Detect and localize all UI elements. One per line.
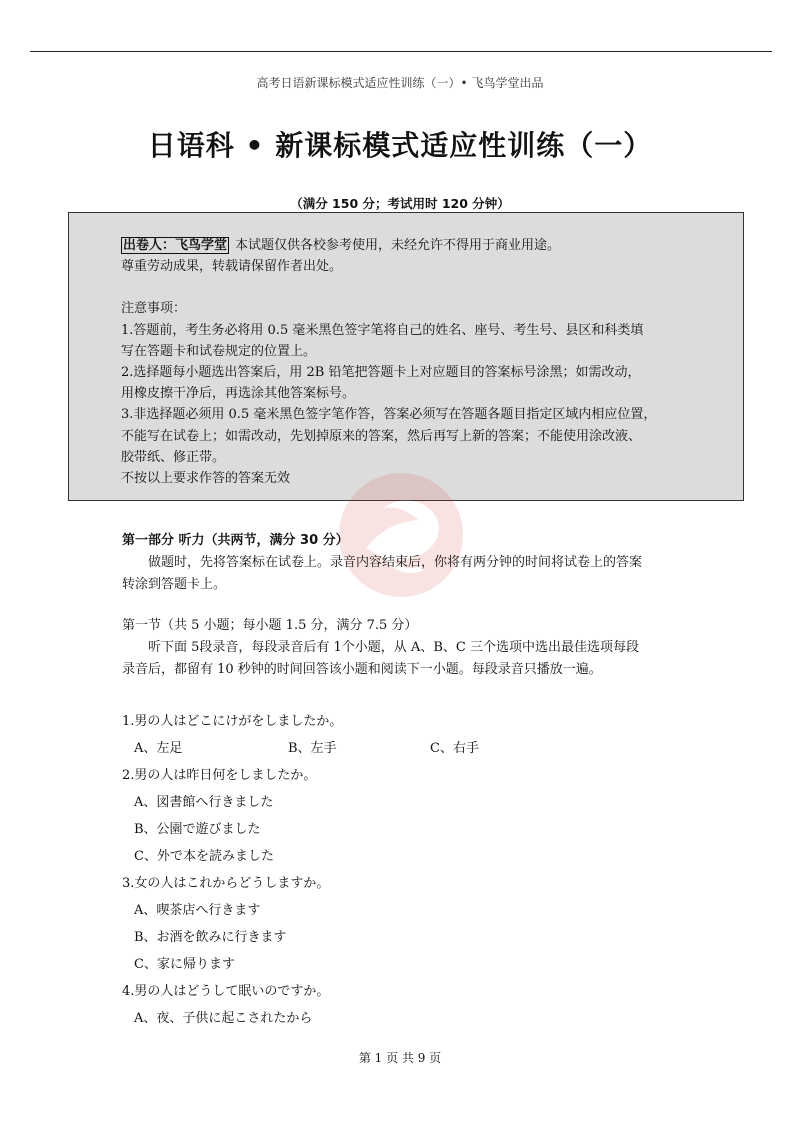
question-option: C、家に帰ります	[134, 957, 235, 972]
notice-line	[121, 235, 691, 256]
part1-heading: 第一部分 听力（共两节，满分 30 分）	[122, 533, 349, 548]
notice-line: 3.非选择题必须用 0.5 毫米黑色签字笔作答，答案必须写在答题各题目指定区域内相应位置，	[121, 407, 657, 423]
exam-score-time: （满分 150 分；考试用时 120 分钟）	[290, 196, 510, 211]
bird-logo-watermark	[336, 470, 466, 600]
question-option: C、右手	[430, 741, 479, 756]
page-title: 日语科 • 新课标模式适应性训练（一）	[147, 129, 653, 162]
section1-instruction: 听下面 5段录音，每段录音后有 1个小题，从 A、B、C 三个选项中选出最佳选项每段	[148, 640, 639, 655]
notice-line: 尊重劳动成果，转载请保留作者出处。	[121, 259, 343, 275]
question-stem: 1.男の人はどこにけがをしましたか。	[122, 714, 343, 729]
notice-line: 2.选择题每小题选出答案后，用 2B 铅笔把答题卡上对应题目的答案标号涂黑；如需改动，	[121, 365, 641, 381]
section1-heading: 第一节（共 5 小题；每小题 1.5 分，满分 7.5 分）	[122, 618, 418, 633]
part1-instruction: 转涂到答题卡上。	[122, 577, 227, 592]
question-option: A、左足	[134, 741, 183, 756]
question-stem: 3.女の人はこれからどうしますか。	[122, 876, 330, 891]
page-footer: 第 1 页 共 9 页	[358, 1051, 442, 1065]
section1-instruction: 录音后，都留有 10 秒钟的时间回答该小题和阅读下一小题。每段录音只播放一遍。	[122, 662, 602, 677]
question-option: A、図書館へ行きました	[134, 795, 274, 810]
header-rule	[30, 51, 772, 52]
question-option: B、お酒を飲みに行きます	[134, 930, 287, 945]
notice-line: 1.答题前，考生务必将用 0.5 毫米黑色签字笔将自己的姓名、座号、考生号、县区和科类填	[121, 322, 644, 338]
notice-box	[68, 212, 744, 501]
question-option: A、喫茶店へ行きます	[134, 903, 261, 918]
question-stem: 4.男の人はどうして眠いのですか。	[122, 984, 330, 999]
notice-heading: 注意事项：	[121, 301, 187, 317]
notice-text: 本试题仅供各校参考使用，未经允许不得用于商业用途。	[235, 238, 561, 253]
notice-line: 不能写在试卷上；如需改动，先划掉原来的答案，然后再写上新的答案；不能使用涂改液、	[121, 428, 642, 444]
question-stem: 2.男の人は昨日何をしましたか。	[122, 768, 317, 783]
notice-line: 胶带纸、修正带。	[121, 449, 226, 465]
notice-line: 用橡皮擦干净后，再选涂其他答案标号。	[121, 386, 356, 402]
notice-line: 写在答题卡和试卷规定的位置上。	[121, 343, 317, 359]
question-option: B、左手	[288, 741, 337, 756]
page-header: 高考日语新课标模式适应性训练（一）• 飞鸟学堂出品	[256, 76, 544, 90]
question-option: C、外で本を読みました	[134, 849, 274, 864]
question-option: B、公園で遊びました	[134, 822, 261, 837]
issuer-label: 出卷人：飞鸟学堂	[123, 238, 228, 253]
notice-line: 不按以上要求作答的答案无效	[121, 471, 291, 487]
part1-instruction: 做题时，先将答案标在试卷上。录音内容结束后，你将有两分钟的时间将试卷上的答案	[148, 555, 643, 570]
question-option: A、夜、子供に起こされたから	[134, 1011, 313, 1026]
